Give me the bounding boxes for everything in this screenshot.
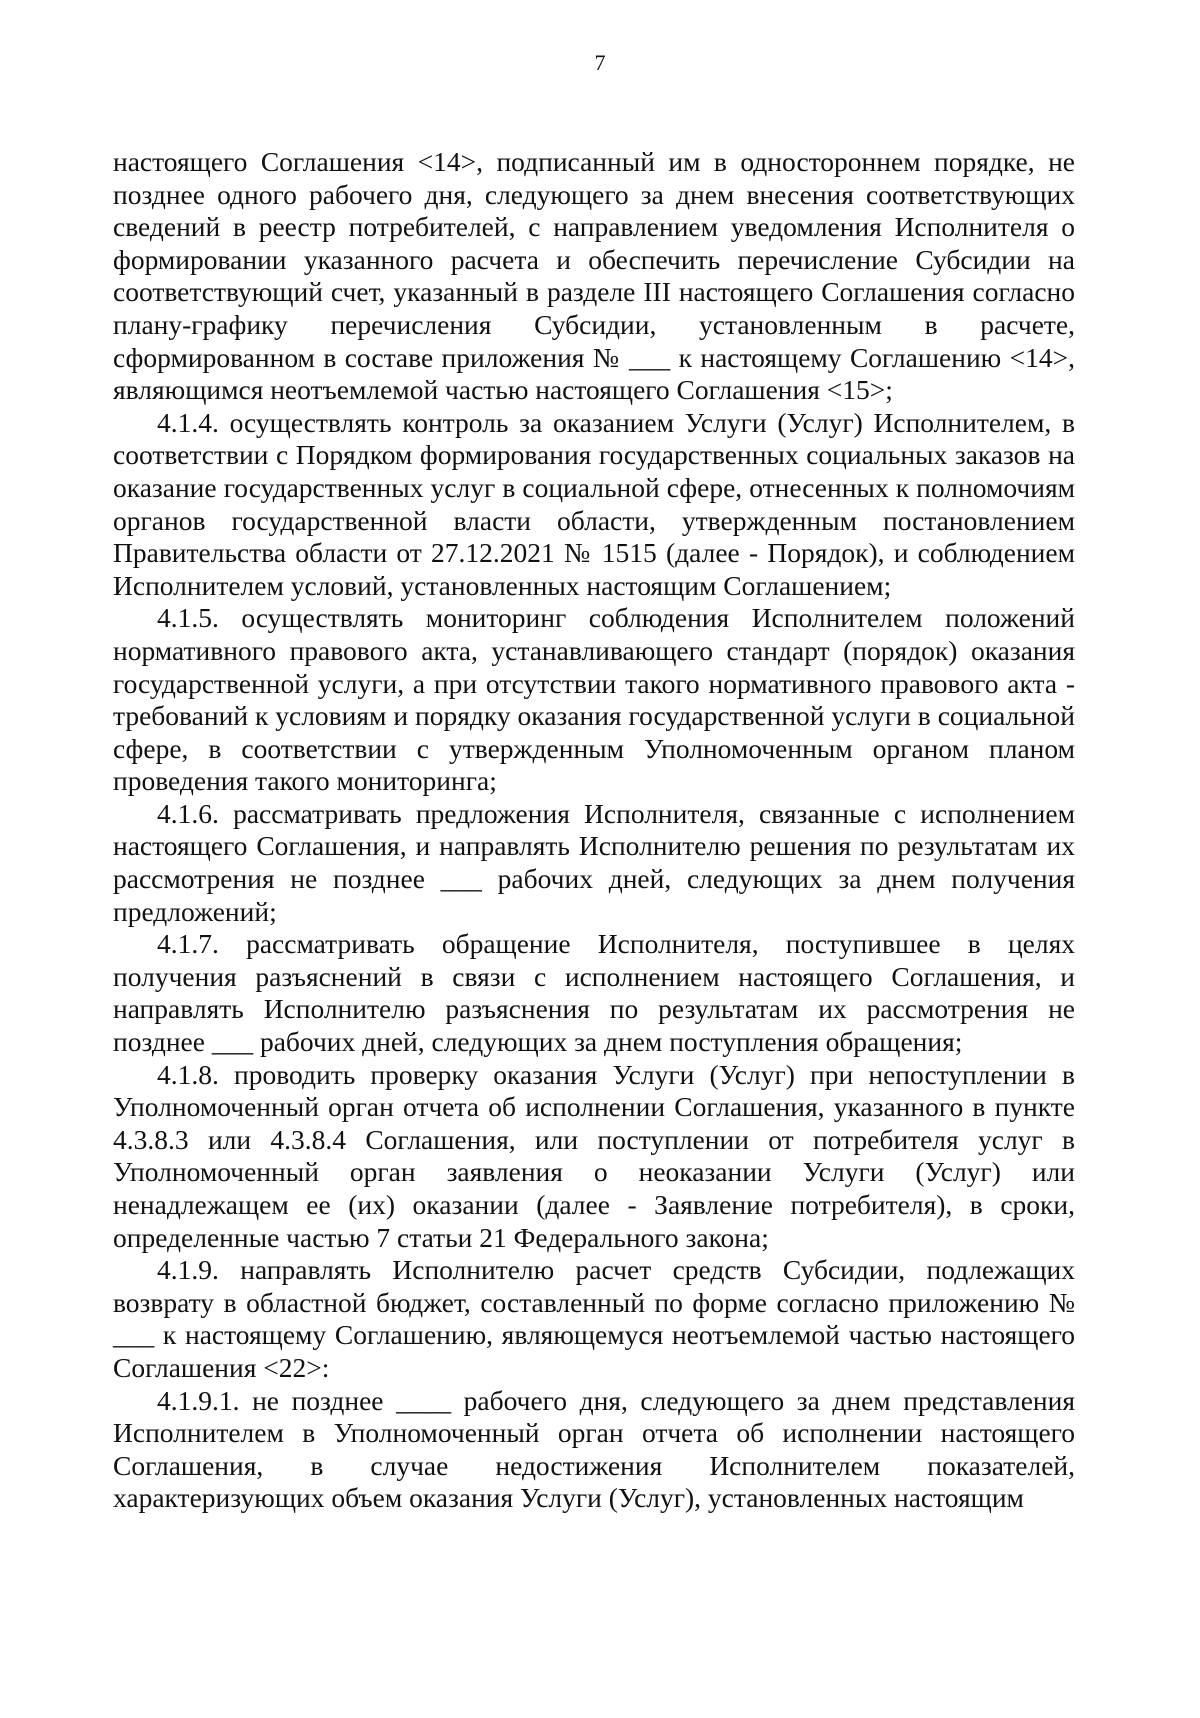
- paragraph-4-1-8: 4.1.8. проводить проверку оказания Услуги (Услуг) при непоступлении в Уполномоченный орган отчета об исполнении Соглашения, указанного в пункте 4.3.8.3 или 4.3.8.4 Соглашения, или поступлении от потребителя услуг в Уполномоченный орган заявления о неоказании Услуги (Услуг) или ненадлежащем ее (их) оказании (далее - Заявление потребителя), в сроки, определенные частью 7 статьи 21 Федерального закона;: [113, 1058, 1075, 1253]
- paragraph-4-1-5: 4.1.5. осуществлять мониторинг соблюдения Исполнителем положений нормативного правового акта, устанавливающего стандарт (порядок) оказания государственной услуги, а при отсутствии такого нормативного правового акта - требований к условиям и порядку оказания государственной услуги в социальной сфере, в соответствии с утвержденным Уполномоченным органом планом проведения такого мониторинга;: [113, 602, 1075, 797]
- paragraph-4-1-9: 4.1.9. направлять Исполнителю расчет средств Субсидии, подлежащих возврату в областной бюджет, составленный по форме согласно приложению № ___ к настоящему Соглашению, являющемуся неотъемлемой частью настоящего Соглашения <22>:: [113, 1254, 1075, 1383]
- paragraph-continuation: настоящего Соглашения <14>, подписанный им в одностороннем порядке, не позднее одного рабочего дня, следующего за днем внесения соответствующих сведений в реестр потребителей, с направлением уведомления Исполнителя о формировании указанного расчета и обеспечить перечисление Субсидии на соответствующий счет, указанный в разделе III настоящего Соглашения согласно плану-графику перечисления Субсидии, установленным в расчете, сформированном в составе приложения № ___ к настоящему Соглашению <14>, являющимся неотъемлемой частью настоящего Соглашения <15>;: [113, 146, 1075, 406]
- paragraph-4-1-4: 4.1.4. осуществлять контроль за оказанием Услуги (Услуг) Исполнителем, в соответствии с Порядком формирования государственных социальных заказов на оказание государственных услуг в социальной сфере, отнесенных к полномочиям органов государственной власти области, утвержденным постановлением Правительства области от 27.12.2021 № 1515 (далее - Порядок), и соблюдением Исполнителем условий, установленных настоящим Соглашением;: [113, 406, 1075, 601]
- paragraph-4-1-7: 4.1.7. рассматривать обращение Исполнителя, поступившее в целях получения разъяснений в связи с исполнением настоящего Соглашения, и направлять Исполнителю разъяснения по результатам их рассмотрения не позднее ___ рабочих дней, следующих за днем поступления обращения;: [113, 928, 1075, 1058]
- paragraph-4-1-9-1: 4.1.9.1. не позднее ____ рабочего дня, следующего за днем представления Исполнителем в Уполномоченный орган отчета об исполнении настоящего Соглашения, в случае недостижения Исполнителем показателей, характеризующих объем оказания Услуги (Услуг), установленных настоящим: [113, 1384, 1075, 1514]
- page-number: 7: [594, 50, 606, 75]
- paragraph-4-1-6: 4.1.6. рассматривать предложения Исполнителя, связанные с исполнением настоящего Соглашения, и направлять Исполнителю решения по результатам их рассмотрения не позднее ___ рабочих дней, следующих за днем получения предложений;: [113, 797, 1075, 927]
- document-body: [113, 146, 1075, 1515]
